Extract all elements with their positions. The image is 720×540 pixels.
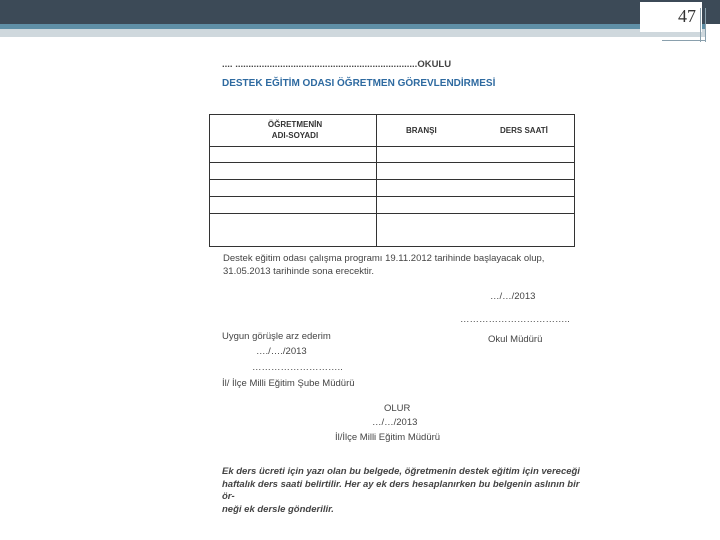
footnote-line-1: Ek ders ücreti için yazı olan bu belgede, öğretmenin destek eğitim için vereceği: [222, 466, 580, 477]
branch-header: BRANŞI: [406, 126, 437, 135]
school-line: .... .....................................................................OKULU: [222, 59, 452, 70]
table-row: [210, 196, 574, 197]
table-row: [210, 162, 574, 163]
program-line-2: 31.05.2013 tarihinde sona erecektir.: [223, 266, 375, 277]
teacher-header-line1: ÖĞRETMENİN: [267, 120, 323, 129]
table-column-divider: [376, 115, 377, 246]
teacher-header-line2: ADI-SOYADI: [271, 131, 319, 140]
principal-title: Okul Müdürü: [488, 334, 543, 345]
table-row: [210, 213, 574, 214]
director-title: İl/İlçe Milli Eğitim Müdürü: [335, 432, 441, 443]
document-title: DESTEK EĞİTİM ODASI ÖĞRETMEN GÖREVLENDİRMESİ: [222, 78, 496, 89]
branch-director-title: İl/ İlçe Milli Eğitim Şube Müdürü: [222, 378, 355, 389]
signature-dots-left: ………………………..: [252, 362, 343, 373]
date-left: …./…./2013: [256, 346, 307, 357]
program-line-1: Destek eğitim odası çalışma programı 19.11.2012 tarihinde başlayacak olup,: [223, 253, 545, 264]
footnote-line-3: neği ek dersle gönderilir.: [222, 503, 334, 515]
footnote-line-2: haftalık ders saati belirtilir. Her ay ek ders hesaplanırken bu belgenin aslının bir ör-: [222, 478, 580, 502]
table-row: [210, 179, 574, 180]
hours-header: DERS SAATİ: [500, 126, 548, 135]
signature-dots-right: ……………………………..: [460, 314, 570, 325]
teacher-header: [230, 119, 360, 141]
date-center: …/…/2013: [372, 417, 418, 428]
table-row: [210, 146, 574, 147]
approval-text: Uygun görüşle arz ederim: [222, 331, 331, 342]
footnote: [222, 466, 592, 516]
date-right: …/…/2013: [490, 291, 536, 302]
olur-label: OLUR: [384, 403, 411, 414]
assignment-table: [209, 114, 575, 247]
page-number: 47: [678, 6, 696, 26]
